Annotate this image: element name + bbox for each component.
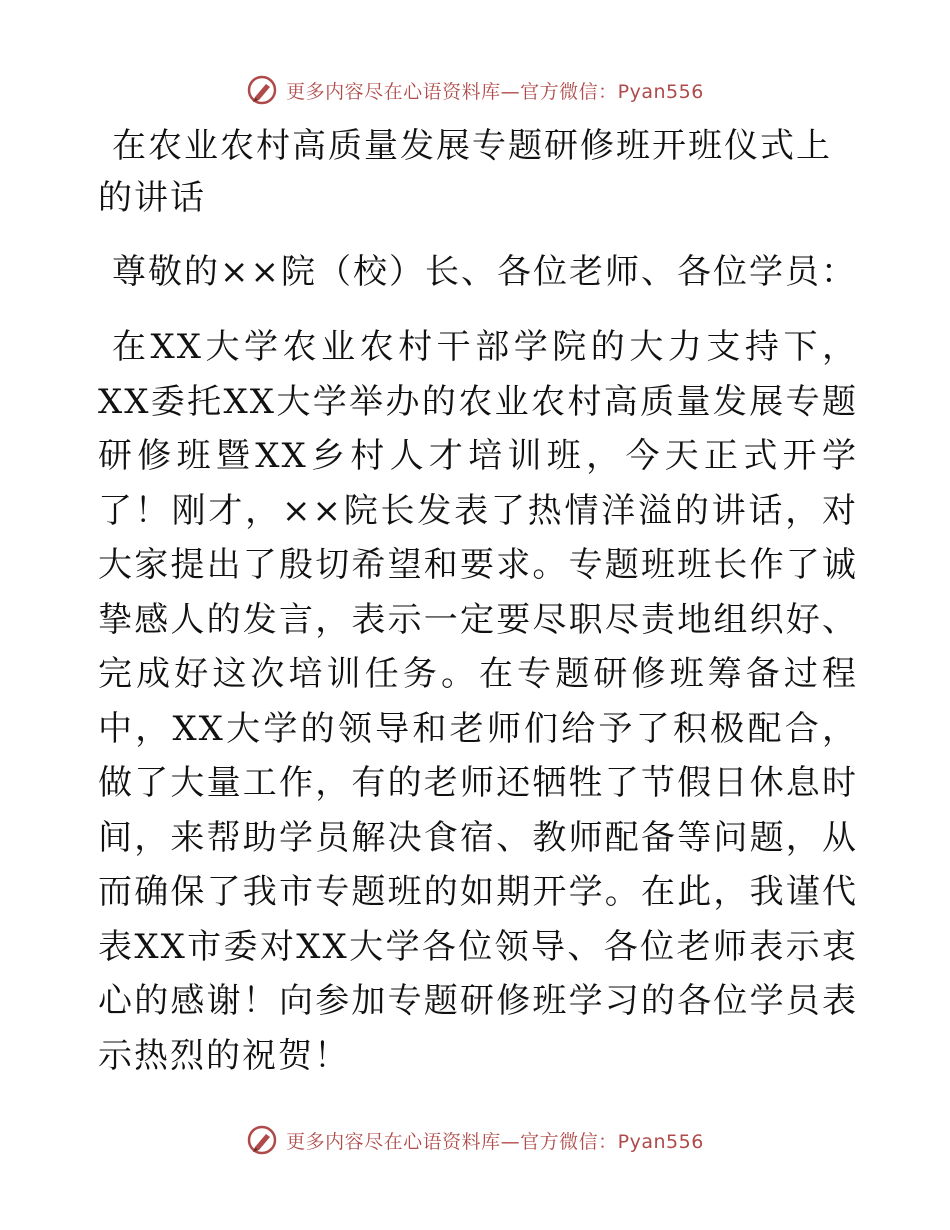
pen-circle-icon [246, 1124, 278, 1156]
body-paragraph: 在XX大学农业农村干部学院的大力支持下，XX委托XX大学举办的农业农村高质量发展专题研修班暨XX乡村人才培训班，今天正式开学了！刚才，××院长发表了热情洋溢的讲话，对大家提出了殷切希望和要求。专题班班长作了诚挚感人的发言，表示一定要尽职尽责地组织好、完成好这次培训任务。在专题研修班筹备过程中，XX大学的领导和老师们给予了积极配合，做了大量工作，有的老师还牺牲了节假日休息时间，来帮助学员解决食宿、教师配备等问题，从而确保了我市专题班的如期开学。在此，我谨代表XX市委对XX大学各位领导、各位老师表示衷心的感谢！向参加专题研修班学习的各位学员表示热烈的祝贺！ [98, 327, 858, 1076]
footer-watermark-text: 更多内容尽在心语资料库—官方微信：Pyan556 [286, 1130, 704, 1153]
document-body [98, 120, 858, 1083]
header-watermark-text: 更多内容尽在心语资料库—官方微信：Pyan556 [286, 80, 704, 103]
salutation: 尊敬的××院（校）长、各位老师、各位学员： [112, 252, 857, 292]
page-title: 在农业农村高质量发展专题研修班开班仪式上的讲话 [98, 126, 832, 218]
footer-watermark [0, 1120, 950, 1160]
pen-circle-icon [246, 74, 278, 106]
header-watermark [0, 70, 950, 110]
